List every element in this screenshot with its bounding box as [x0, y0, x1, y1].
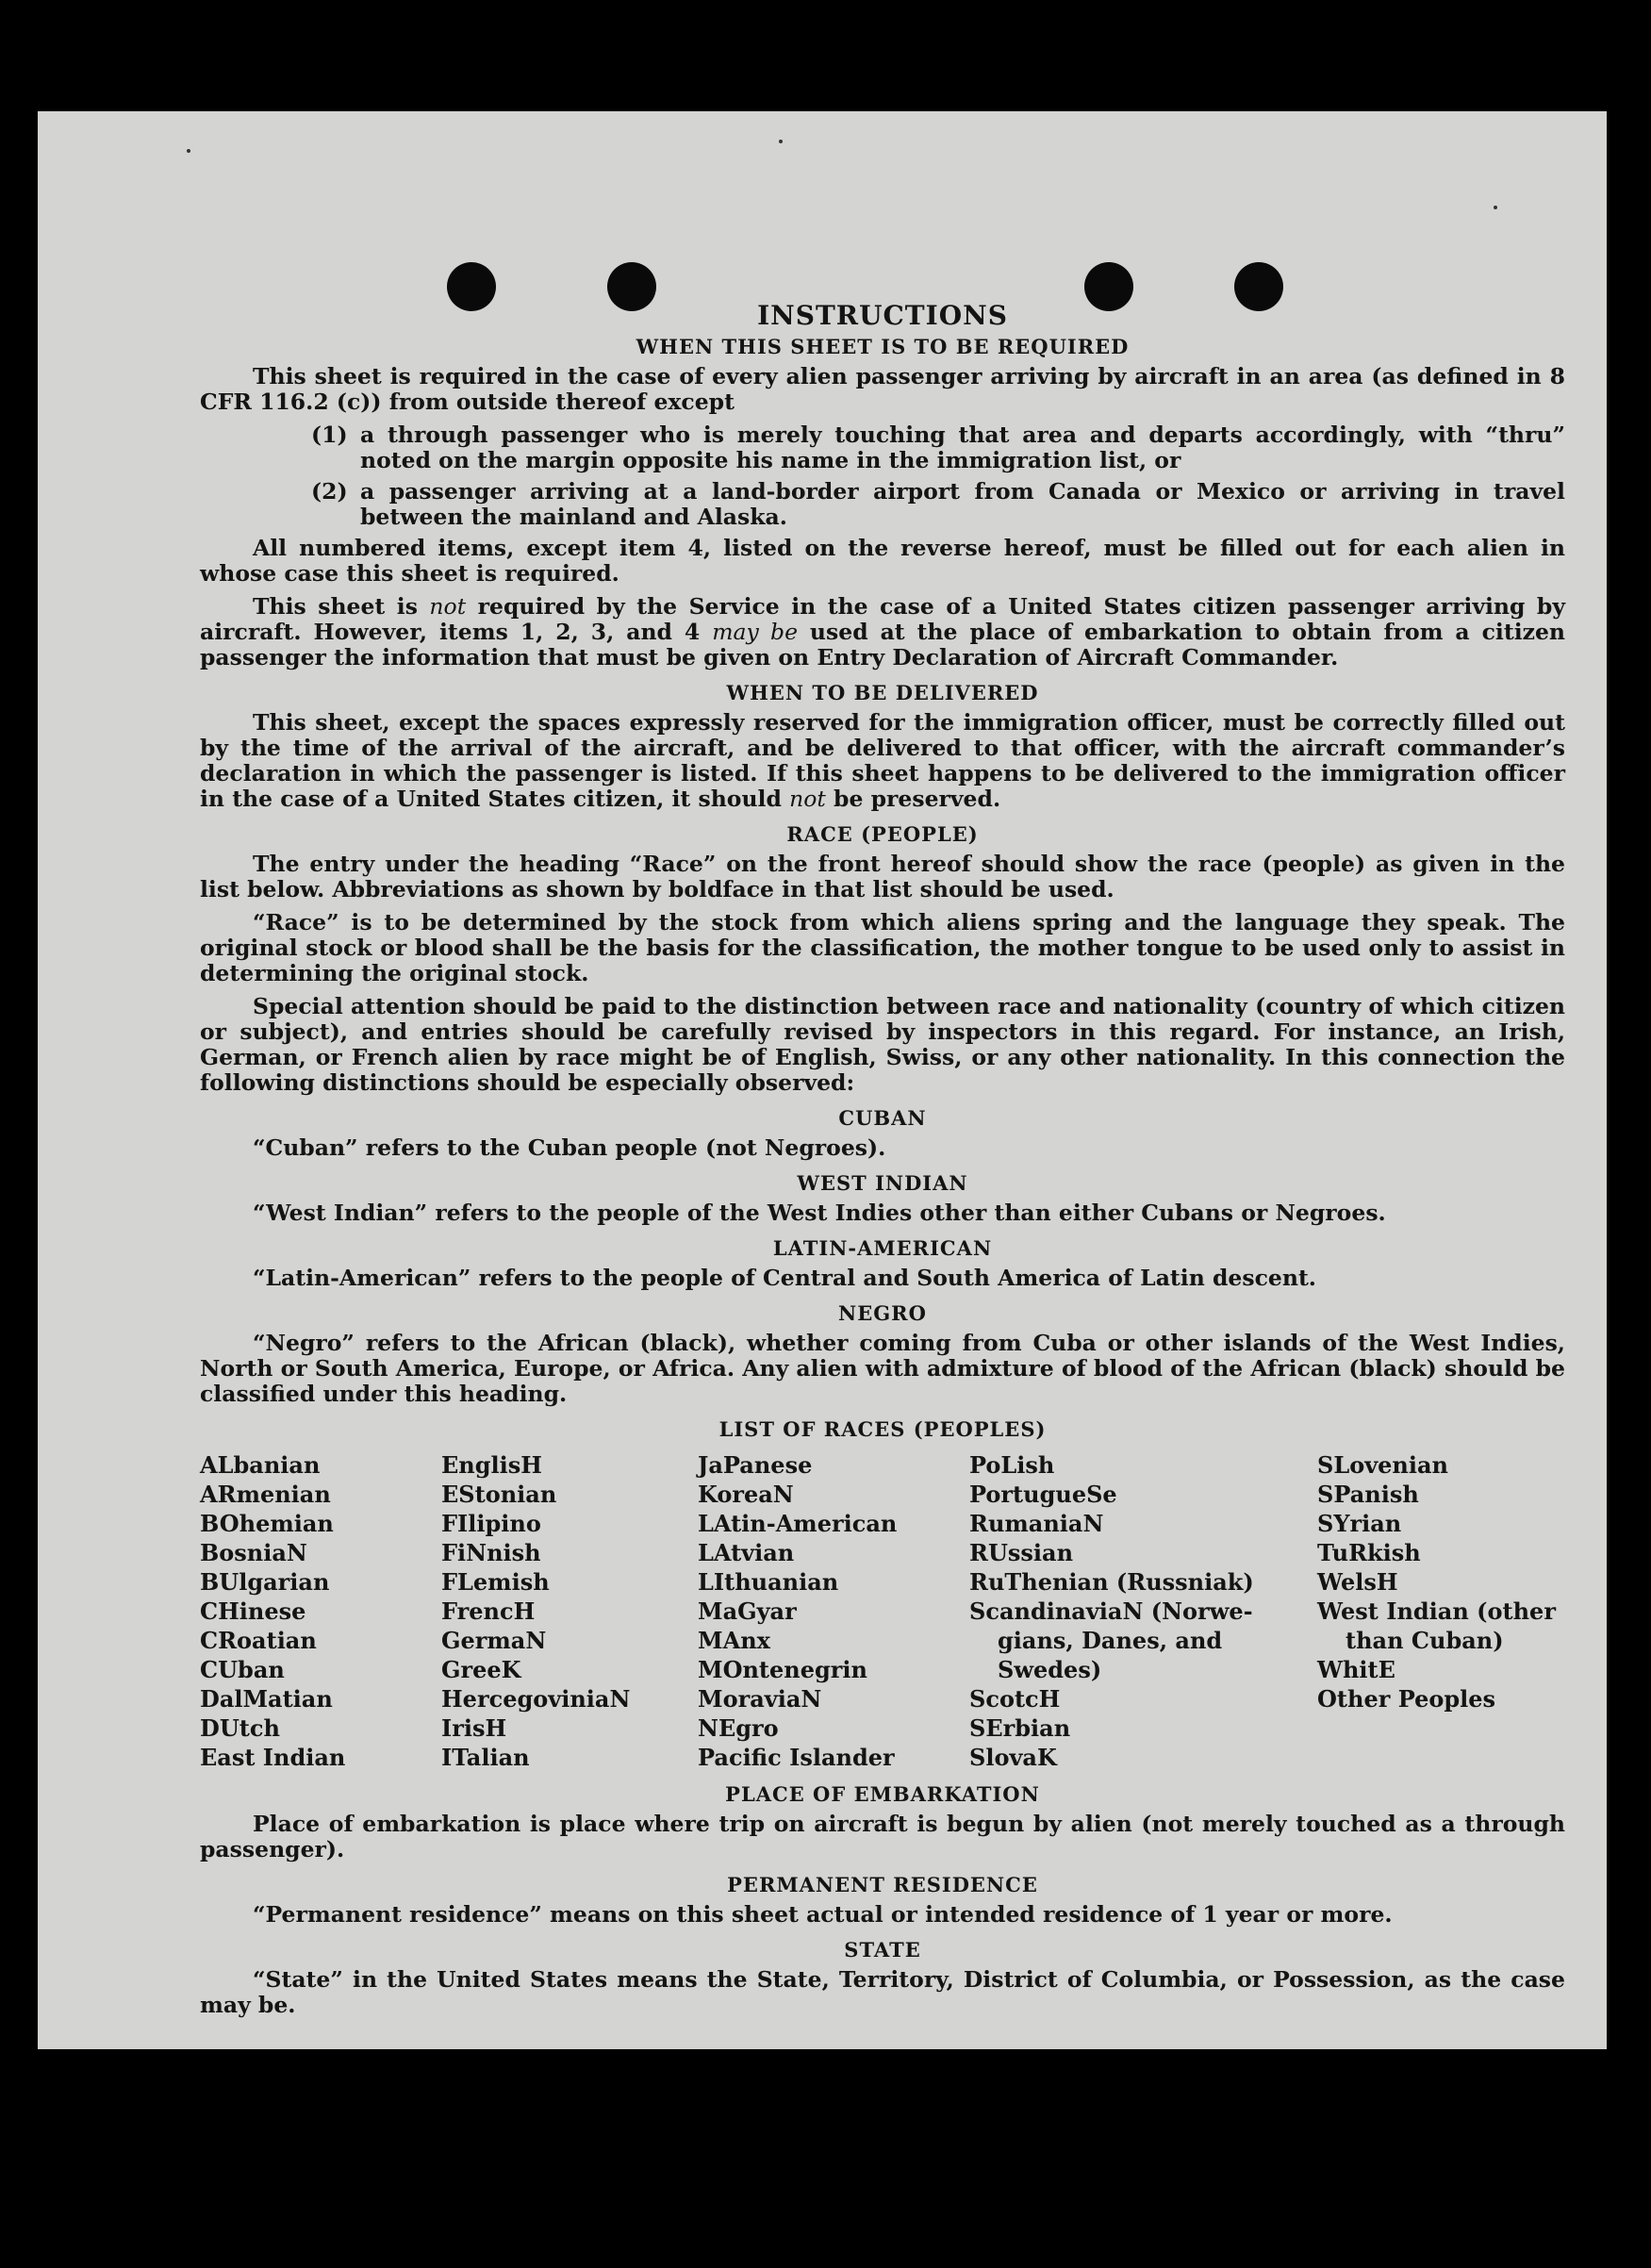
race-paragraph-2: “Race” is to be determined by the stock from which aliens spring and the language they speak. The original stock or blood shall be the basis for the classification, the mother tongue to be used only to assist in determining the original stock.	[200, 909, 1565, 986]
exception-item-2	[200, 479, 1565, 530]
section-heading-race: RACE (PEOPLE)	[786, 822, 979, 846]
delivered-text: This sheet, except the spaces expressly reserved for the immigration officer, must be correctly filled out by the time of the arrival of the aircraft, and be delivered to that officer, with the aircraft commander’s declaration in which the passenger is listed. If this sheet happens to be delivered to the immigration officer in the case of a United States citizen, it should not be preserved.	[200, 709, 1565, 812]
section-heading-state: STATE	[844, 1938, 921, 1962]
latin-american-text: “Latin-American” refers to the people of Central and South America of Latin descent.	[253, 1265, 1316, 1291]
item-number: (1)	[311, 422, 348, 448]
race-entry: GreeK	[441, 1656, 521, 1683]
exception-item-1	[200, 422, 1565, 473]
race-entry: SYrian	[1317, 1510, 1402, 1537]
section-heading-required: WHEN THIS SHEET IS TO BE REQUIRED	[636, 335, 1130, 358]
race-entry: WelsH	[1317, 1568, 1398, 1596]
race-entry: Other Peoples	[1317, 1685, 1496, 1713]
race-entry: SPanish	[1317, 1481, 1419, 1508]
section-heading-list-of-races: LIST OF RACES (PEOPLES)	[718, 1417, 1047, 1441]
speck	[1494, 206, 1497, 209]
required-intro: This sheet is required in the case of every alien passenger arriving by aircraft in an area (as defined in 8 CFR 116.2 (c)) from outside thereof except	[200, 363, 1565, 415]
race-entry: JaPanese	[698, 1451, 813, 1479]
section-heading-embarkation: PLACE OF EMBARKATION	[725, 1782, 1040, 1806]
race-entry: RuThenian (Russniak)	[969, 1568, 1254, 1596]
race-list	[200, 1450, 1565, 1772]
citizen-note: This sheet is not required by the Service in the case of a United States citizen passenger arriving by aircraft. However, items 1, 2, 3, and 4 may be used at the place of embarkation to obtain from a citizen passenger the information that must be given on Entry Declaration of Aircraft Commander.	[200, 593, 1565, 670]
race-entry: FrencH	[441, 1598, 536, 1625]
race-entry: ALbanian	[200, 1451, 321, 1479]
race-entry: NEgro	[698, 1714, 779, 1742]
cuban-text: “Cuban” refers to the Cuban people (not Negroes).	[253, 1134, 886, 1161]
speck	[779, 140, 783, 143]
race-entry: DUtch	[200, 1714, 280, 1742]
state-text: “State” in the United States means the State, Territory, District of Columbia, or Possession, as the case may be.	[200, 1966, 1565, 2018]
race-entry: MAnx	[698, 1627, 770, 1654]
race-entry: LAtin-American	[698, 1510, 898, 1537]
race-entry: gians, Danes, and	[998, 1627, 1223, 1654]
race-entry: KoreaN	[698, 1481, 794, 1508]
instructions-body	[200, 300, 1565, 2026]
race-entry: Swedes)	[998, 1656, 1102, 1683]
race-entry: West Indian (other	[1317, 1598, 1556, 1625]
item-number: (2)	[311, 478, 348, 505]
race-entry: HercegoviniaN	[441, 1685, 631, 1713]
race-paragraph-1: The entry under the heading “Race” on the front hereof should show the race (people) as given in the list below. Abbreviations as shown by boldface in that list should be used.	[200, 851, 1565, 902]
speck	[187, 149, 190, 153]
residence-text: “Permanent residence” means on this sheet actual or intended residence of 1 year or more.	[253, 1901, 1393, 1928]
race-entry: PortugueSe	[969, 1481, 1117, 1508]
race-column-1	[200, 1450, 441, 1772]
race-entry: FIlipino	[441, 1510, 541, 1537]
race-column-2	[441, 1450, 698, 1772]
race-entry: PoLish	[969, 1451, 1055, 1479]
page-title: INSTRUCTIONS	[757, 300, 1008, 331]
race-entry: FiNnish	[441, 1539, 541, 1566]
section-heading-cuban: CUBAN	[838, 1106, 927, 1130]
race-entry: MOntenegrin	[698, 1656, 867, 1683]
race-entry: GermaN	[441, 1627, 547, 1654]
section-heading-west-indian: WEST INDIAN	[797, 1171, 968, 1195]
race-entry: RUssian	[969, 1539, 1074, 1566]
race-entry: ScandinaviaN (Norwe-	[969, 1598, 1253, 1625]
race-entry: LAtvian	[698, 1539, 795, 1566]
section-heading-negro: NEGRO	[838, 1301, 927, 1325]
race-entry: TuRkish	[1317, 1539, 1421, 1566]
item-text: a passenger arriving at a land-border airport from Canada or Mexico or arriving in travel between the mainland and Alaska.	[360, 478, 1565, 530]
race-entry: FLemish	[441, 1568, 550, 1596]
embarkation-text: Place of embarkation is place where trip on aircraft is begun by alien (not merely touched as a through passenger).	[200, 1811, 1565, 1862]
race-entry: RumaniaN	[969, 1510, 1104, 1537]
race-entry: IrisH	[441, 1714, 507, 1742]
race-entry: LIthuanian	[698, 1568, 839, 1596]
race-entry: SErbian	[969, 1714, 1071, 1742]
race-entry: Pacific Islander	[698, 1744, 895, 1771]
section-heading-delivered: WHEN TO BE DELIVERED	[726, 681, 1039, 704]
race-entry: ITalian	[441, 1744, 530, 1771]
race-entry: ARmenian	[200, 1481, 331, 1508]
race-column-5	[1317, 1450, 1565, 1772]
race-entry: SlovaK	[969, 1744, 1057, 1771]
race-entry: DalMatian	[200, 1685, 333, 1713]
race-column-3	[698, 1450, 969, 1772]
numbered-items-note: All numbered items, except item 4, listed on the reverse hereof, must be filled out for each alien in whose case this sheet is required.	[200, 535, 1565, 587]
west-indian-text: “West Indian” refers to the people of the West Indies other than either Cubans or Negroes.	[253, 1200, 1386, 1226]
race-entry: BosniaN	[200, 1539, 307, 1566]
race-entry: than Cuban)	[1346, 1627, 1504, 1654]
negro-text: “Negro” refers to the African (black), whether coming from Cuba or other islands of the West Indies, North or South America, Europe, or Africa. Any alien with admixture of blood of the African (black) should be classified under this heading.	[200, 1330, 1565, 1407]
race-entry: MoraviaN	[698, 1685, 822, 1713]
race-entry: WhitE	[1317, 1656, 1395, 1683]
item-text: a through passenger who is merely touching that area and departs accordingly, with “thru” noted on the margin opposite his name in the immigration list, or	[360, 422, 1565, 473]
race-entry: ScotcH	[969, 1685, 1061, 1713]
race-entry: BUlgarian	[200, 1568, 330, 1596]
section-heading-latin-american: LATIN-AMERICAN	[772, 1236, 993, 1260]
section-heading-residence: PERMANENT RESIDENCE	[727, 1873, 1038, 1896]
race-entry: CUban	[200, 1656, 285, 1683]
race-entry: EStonian	[441, 1481, 557, 1508]
race-entry: SLovenian	[1317, 1451, 1448, 1479]
race-entry: CRoatian	[200, 1627, 317, 1654]
race-column-4	[969, 1450, 1317, 1772]
race-entry: MaGyar	[698, 1598, 797, 1625]
race-entry: EnglisH	[441, 1451, 542, 1479]
race-paragraph-3: Special attention should be paid to the distinction between race and nationality (country of which citizen or subject), and entries should be carefully revised by inspectors in this regard. For instance, an Irish, German, or French alien by race might be of English, Swiss, or any other nationality. In this connection the following distinctions should be especially observed:	[200, 993, 1565, 1096]
race-entry: CHinese	[200, 1598, 306, 1625]
document-sheet	[38, 111, 1607, 2049]
race-entry: BOhemian	[200, 1510, 334, 1537]
race-entry: East Indian	[200, 1744, 346, 1771]
